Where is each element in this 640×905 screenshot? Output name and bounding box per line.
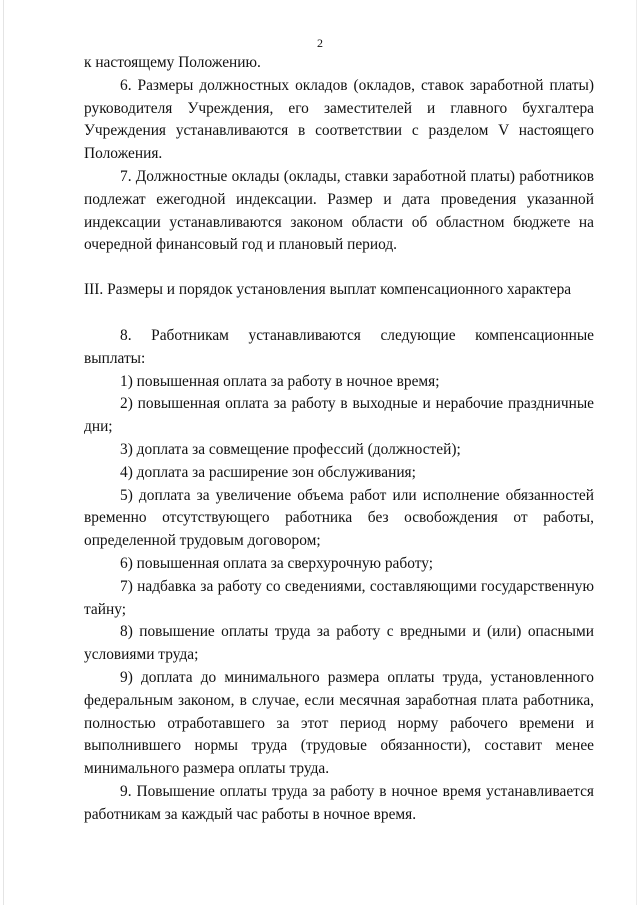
document-body [84, 52, 594, 827]
list-item-7: 7) надбавка за работу со сведениями, составляющими государственную тайну; [84, 577, 594, 618]
paragraph-item-7: 7. Должностные оклады (оклады, ставки заработной платы) работников подлежат ежегодной индексации. Размер и дата проведения указанной индексации устанавливаются законом области об областном бюджете на очередной финансовый год и плановый период. [84, 167, 594, 254]
list-item-4: 4) доплата за расширение зон обслуживания; [120, 463, 416, 481]
paragraph-item-9: 9. Повышение оплаты труда за работу в ночное время устанавливается работникам за каждый час работы в ночное время. [84, 782, 594, 823]
scan-edge-left [3, 0, 4, 905]
paragraph-item-6: 6. Размеры должностных окладов (окладов, ставок заработной платы) руководителя Учреждения, его заместителей и главного бухгалтера Учреждения устанавливаются в соответствии с разделом V настоящего Положения. [84, 76, 594, 163]
list-item-2: 2) повышенная оплата за работу в выходные и нерабочие праздничные дни; [84, 395, 594, 436]
list-item-9: 9) доплата до минимального размера оплаты труда, установленного федеральным законом, в случае, если месячная заработная плата работника, полностью отработавшего за этот период норму рабочего времени и выполнившего нормы труда (трудовые обязанности), составит менее минимального размера оплаты труда. [84, 668, 594, 778]
list-item-6: 6) повышенная оплата за сверхурочную работу; [120, 554, 434, 572]
paragraph-item-8: 8. Работникам устанавливаются следующие компенсационные выплаты: [84, 326, 594, 367]
section-heading: III. Размеры и порядок установления выплат компенсационного характера [84, 281, 572, 299]
page-number: 2 [317, 36, 323, 50]
paragraph-continuation: к настоящему Положению. [84, 54, 261, 71]
list-item-1: 1) повышенная оплата за работу в ночное время; [120, 372, 440, 390]
list-item-8: 8) повышение оплаты труда за работу с вредными и (или) опасными условиями труда; [84, 623, 594, 664]
scan-edge-right [636, 0, 637, 905]
list-item-5: 5) доплата за увеличение объема работ или исполнение обязанностей временно отсутствующего работника без освобождения от работы, определенной трудовым договором; [84, 486, 594, 550]
list-item-3: 3) доплата за совмещение профессий (должностей); [120, 440, 461, 458]
